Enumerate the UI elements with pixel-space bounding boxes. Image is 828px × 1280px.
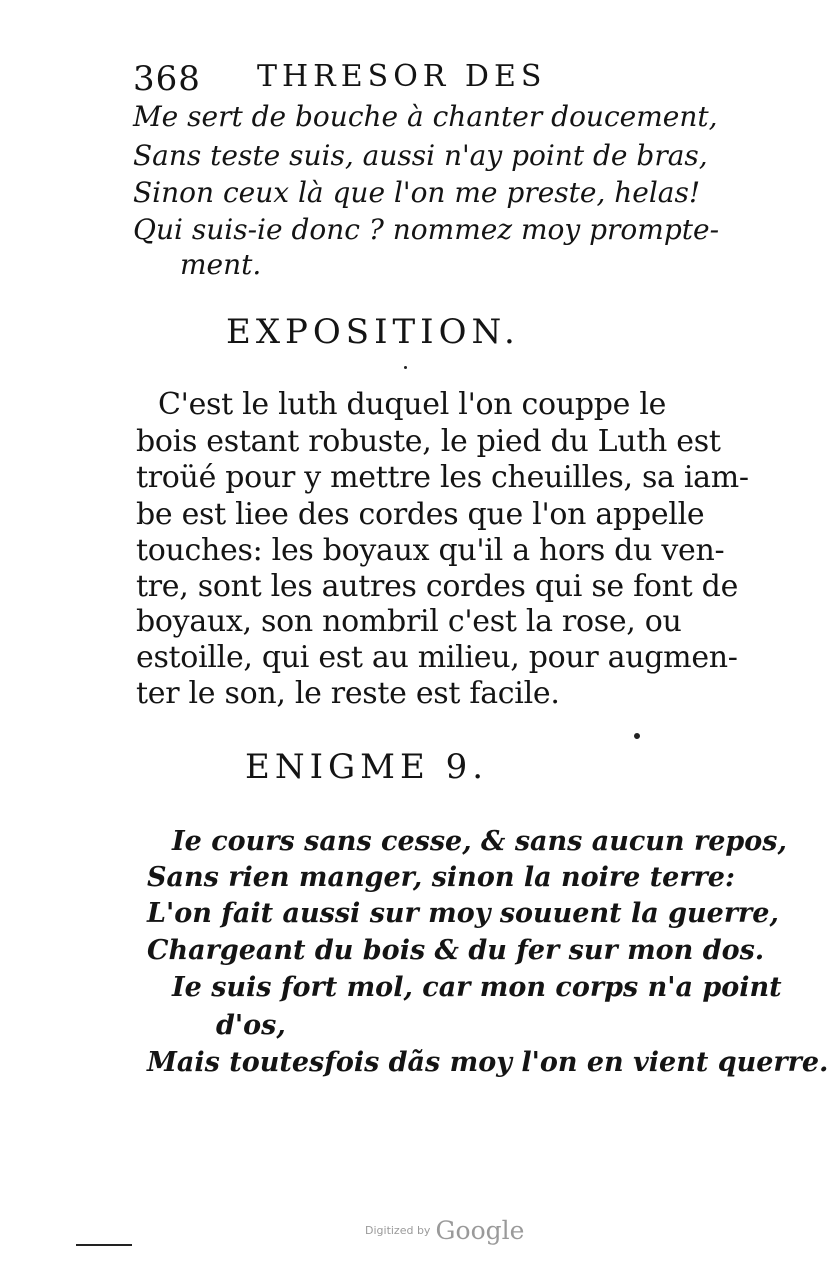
poem-top-line-3: Sinon ceux là que l'on me preste, helas! [133,176,701,209]
enigme-line-2: Sans rien manger, sinon la noire terre: [147,862,735,893]
exposition-line-9: ter le son, le reste est facile. [136,676,560,711]
bottom-rule [76,1244,132,1246]
watermark-brand: Google [435,1216,525,1245]
exposition-line-7: boyaux, son nombril c'est la rose, ou [136,604,682,639]
enigme-line-7: Mais toutesfois dãs moy l'on en vient querre. [147,1047,828,1078]
enigme-line-1: Ie cours sans cesse, & sans aucun repos, [172,826,787,857]
enigme-line-6: d'os, [216,1010,286,1041]
enigme-line-5: Ie suis fort mol, car mon corps n'a point [172,972,782,1003]
exposition-line-3: troüé pour y mettre les cheuilles, sa iam- [136,460,749,495]
enigme-line-3: L'on fait aussi sur moy souuent la guerre, [147,898,779,929]
page-number: 368 [133,59,201,99]
watermark-prefix: Digitized by [365,1224,431,1237]
exposition-line-8: estoille, qui est au milieu, pour augmen- [136,640,738,675]
enigme-heading: ENIGME 9. [245,747,489,787]
ink-speck [404,366,407,369]
poem-top-line-2: Sans teste suis, aussi n'ay point de bras, [133,139,708,172]
exposition-line-2: bois estant robuste, le pied du Luth est [136,424,721,459]
enigme-line-4: Chargeant du bois & du fer sur mon dos. [147,935,765,966]
digitized-watermark [365,1218,524,1243]
exposition-heading: EXPOSITION. [226,312,520,352]
ink-speck [634,733,640,739]
exposition-line-6: tre, sont les autres cordes qui se font de [136,569,739,604]
exposition-line-1: C'est le luth duquel l'on couppe le [158,387,667,422]
poem-top-line-1: Me sert de bouche à chanter doucement, [133,100,718,133]
running-title: THRESOR DES [257,59,547,94]
exposition-line-4: be est liee des cordes que l'on appelle [136,497,705,532]
poem-top-line-4: Qui suis-ie donc ? nommez moy prompte- [133,213,720,246]
poem-top-line-5: ment. [180,248,262,281]
exposition-line-5: touches: les boyaux qu'il a hors du ven- [136,533,725,568]
